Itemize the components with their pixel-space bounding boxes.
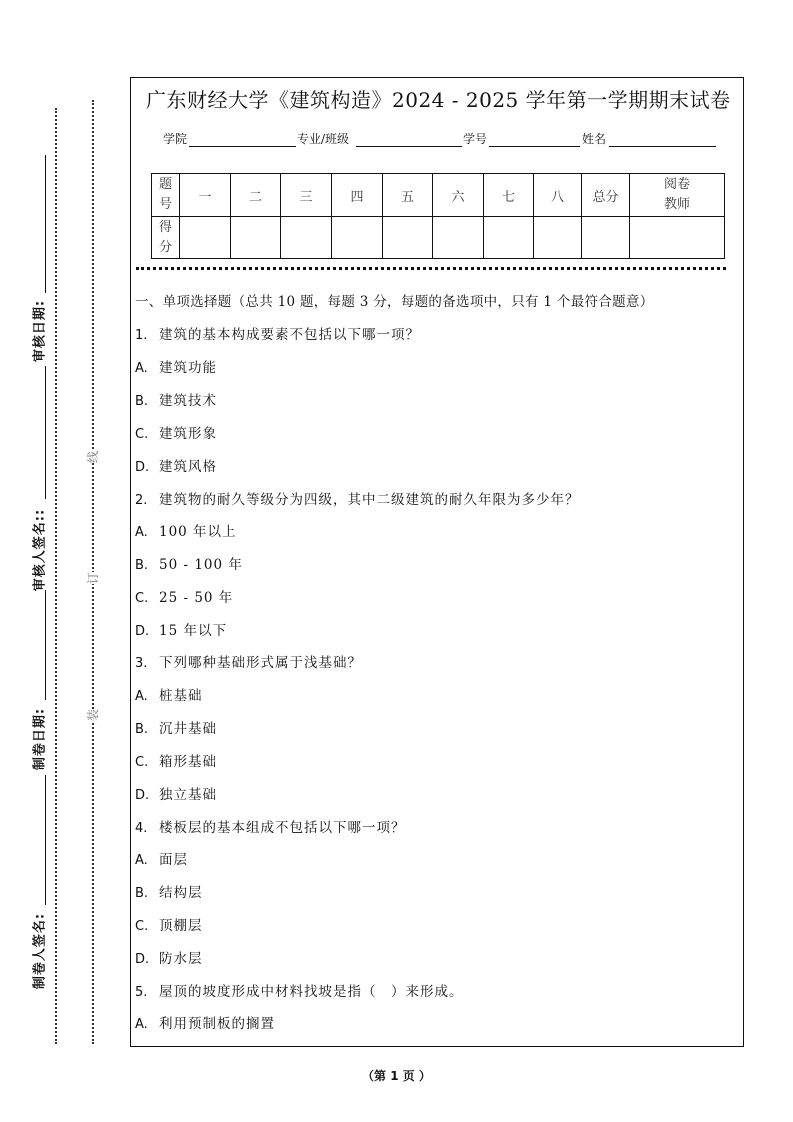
q2-option-d[interactable]: D. 15 年以下	[135, 623, 227, 639]
score-cell-4[interactable]	[332, 217, 383, 259]
signature-line	[45, 590, 46, 700]
exam-title: 广东财经大学《建筑构造》2024 - 2025 学年第一学期期末试卷	[146, 88, 731, 112]
name-field[interactable]	[609, 146, 716, 147]
q4-option-a[interactable]: A. 面层	[135, 852, 188, 868]
paper-date-label: 制卷日期:	[32, 707, 48, 771]
col-header-5: 五	[383, 174, 433, 217]
col-header-3: 三	[281, 174, 332, 217]
reviewer-signature-label: 审核人签名::	[32, 508, 48, 592]
question-number-row	[152, 174, 725, 217]
q3-option-c[interactable]: C. 箱形基础	[135, 754, 217, 770]
signature-line	[45, 155, 46, 293]
binding-char-staple: 订	[86, 571, 100, 585]
question-1: 1. 建筑的基本构成要素不包括以下哪一项？	[135, 327, 420, 343]
q4-option-c[interactable]: C. 顶棚层	[135, 918, 203, 934]
college-field[interactable]	[189, 146, 296, 147]
col-header-6: 六	[433, 174, 484, 217]
student-id-field[interactable]	[489, 146, 580, 147]
q2-option-b[interactable]: B. 50 - 100 年	[135, 557, 243, 573]
major-class-label: 专业/班级	[297, 132, 350, 146]
signature-line	[45, 366, 46, 499]
q3-option-d[interactable]: D. 独立基础	[135, 787, 217, 803]
question-4: 4. 楼板层的基本组成不包括以下哪一项？	[135, 820, 406, 836]
question-3: 3. 下列哪种基础形式属于浅基础？	[135, 655, 362, 671]
q4-option-d[interactable]: D. 防水层	[135, 951, 203, 967]
row-header-question-number: 题 号	[152, 174, 180, 217]
score-cell-5[interactable]	[383, 217, 433, 259]
review-date-label: 审核日期:	[32, 299, 48, 363]
q3-option-a[interactable]: A. 桩基础	[135, 688, 203, 704]
score-cell-total[interactable]	[582, 217, 630, 259]
col-header-1: 一	[180, 174, 231, 217]
q2-option-c[interactable]: C. 25 - 50 年	[135, 590, 234, 606]
paper-maker-signature-label: 制卷人签名:	[32, 912, 48, 990]
student-id-label: 学号	[463, 132, 488, 146]
q1-option-a[interactable]: A. 建筑功能	[135, 360, 217, 376]
col-header-reviewer: 阅卷 教师	[630, 174, 725, 217]
college-label: 学院	[163, 132, 188, 146]
q5-option-a[interactable]: A. 利用预制板的搁置	[135, 1016, 275, 1032]
page-number: （第 1 页 ）	[362, 1069, 431, 1083]
binding-char-bind: 装	[86, 708, 100, 722]
score-cell-3[interactable]	[281, 217, 332, 259]
major-class-field[interactable]	[356, 146, 462, 147]
name-label: 姓名	[582, 132, 607, 146]
question-2: 2. 建筑物的耐久等级分为四级，其中二级建筑的耐久年限为多少年？	[135, 492, 580, 508]
cut-line-inner	[55, 108, 57, 1044]
col-header-2: 二	[231, 174, 281, 217]
col-header-total: 总分	[582, 174, 630, 217]
q1-option-c[interactable]: C. 建筑形象	[135, 426, 217, 442]
score-cell-6[interactable]	[433, 217, 484, 259]
col-header-7: 七	[484, 174, 534, 217]
binding-char-line: 线	[86, 450, 100, 464]
score-cell-8[interactable]	[534, 217, 582, 259]
col-header-4: 四	[332, 174, 383, 217]
q1-option-d[interactable]: D. 建筑风格	[135, 459, 217, 475]
col-header-8: 八	[534, 174, 582, 217]
question-5: 5. 屋顶的坡度形成中材料找坡是指（ ）来形成。	[135, 984, 464, 1000]
score-cell-2[interactable]	[231, 217, 281, 259]
score-cell-reviewer[interactable]	[630, 217, 725, 259]
q3-option-b[interactable]: B. 沉井基础	[135, 721, 217, 737]
section-heading: 一、单项选择题（总共 10 题，每题 3 分，每题的备选项中，只有 1 个最符合题意）	[135, 294, 654, 310]
q1-option-b[interactable]: B. 建筑技术	[135, 393, 217, 409]
q2-option-a[interactable]: A. 100 年以上	[135, 524, 237, 540]
signature-line	[45, 775, 46, 905]
separator-dotted-line	[136, 267, 726, 270]
q4-option-b[interactable]: B. 结构层	[135, 885, 203, 901]
score-cell-7[interactable]	[484, 217, 534, 259]
row-header-score: 得 分	[152, 217, 180, 259]
score-row	[152, 217, 725, 259]
score-table	[151, 173, 725, 259]
score-cell-1[interactable]	[180, 217, 231, 259]
